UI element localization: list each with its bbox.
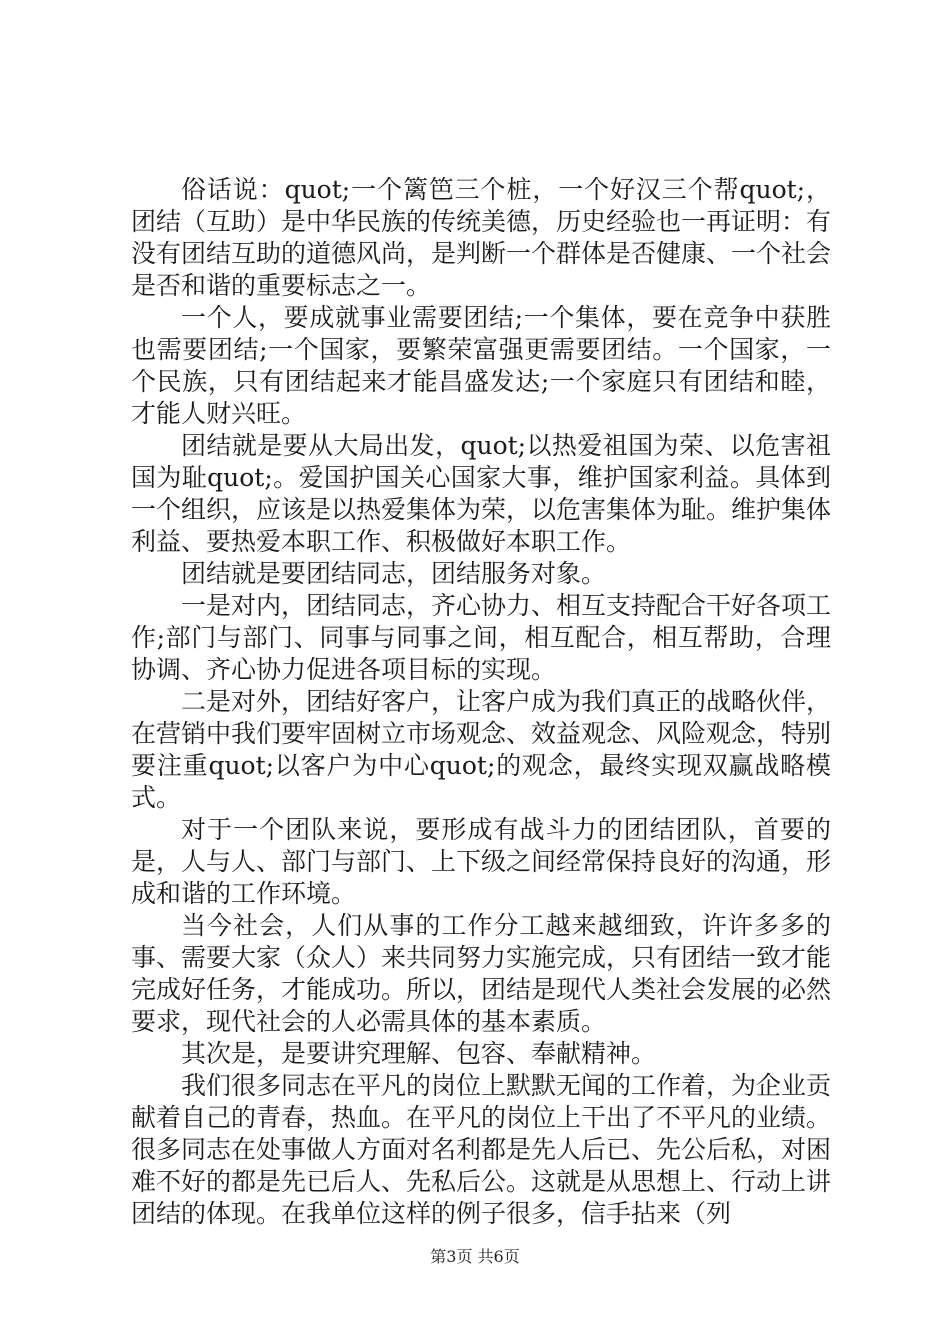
paragraph: 我们很多同志在平凡的岗位上默默无闻的工作着，为企业贡献着自己的青春，热血。在平凡的岗位上干出了不平凡的业绩。很多同志在处事做人方面对名利都是先人后已、先公后私，对困难不好的都是先已后人、先私后公。这就是从思想上、行动上讲团结的体现。在我单位这样的例子很多，信手拈来（列 bbox=[131, 1071, 832, 1228]
page-footer bbox=[0, 1244, 950, 1267]
paragraph: 对于一个团队来说，要形成有战斗力的团结团队，首要的是，人与人、部门与部门、上下级之间经常保持良好的沟通，形成和谐的工作环境。 bbox=[131, 815, 832, 908]
paragraph: 二是对外，团结好客户，让客户成为我们真正的战略伙伴，在营销中我们要牢固树立市场观念、效益观念、风险观念，特别要注重quot;以客户为中心quot;的观念，最终实现双赢战略模式。 bbox=[131, 687, 832, 812]
paragraph: 当今社会，人们从事的工作分工越来越细致，许许多多的事、需要大家（众人）来共同努力实施完成，只有团结一致才能完成好任务，才能成功。所以，团结是现代人类社会发展的必然要求，现代社会的人必需具体的基本素质。 bbox=[131, 911, 832, 1036]
paragraph: 其次是，是要讲究理解、包容、奉献精神。 bbox=[181, 1039, 657, 1068]
paragraph: 俗话说：quot;一个篱笆三个桩，一个好汉三个帮quot;，团结（互助）是中华民族的传统美德，历史经验也一再证明：有没有团结互助的道德风尚，是判断一个群体是否健康、一个社会是否和谐的重要标志之一。 bbox=[131, 175, 832, 300]
paragraph: 团结就是要从大局出发，quot;以热爱祖国为荣、以危害祖国为耻quot;。爱国护国关心国家大事，维护国家利益。具体到一个组织，应该是以热爱集体为荣，以危害集体为耻。维护集体利益、要热爱本职工作、积极做好本职工作。 bbox=[131, 431, 832, 556]
page-number-label: 第3页 共6页 bbox=[430, 1247, 520, 1266]
paragraph: 一个人，要成就事业需要团结;一个集体，要在竞争中获胜也需要团结;一个国家，要繁荣富强更需要团结。一个国家，一个民族，只有团结起来才能昌盛发达;一个家庭只有团结和睦，才能人财兴旺。 bbox=[131, 303, 831, 428]
paragraph: 团结就是要团结同志，团结服务对象。 bbox=[181, 559, 607, 588]
paragraph: 一是对内，团结同志，齐心协力、相互支持配合干好各项工作;部门与部门、同事与同事之间，相互配合，相互帮助，合理协调、齐心协力促进各项目标的实现。 bbox=[131, 591, 832, 684]
document-body bbox=[131, 174, 831, 1230]
